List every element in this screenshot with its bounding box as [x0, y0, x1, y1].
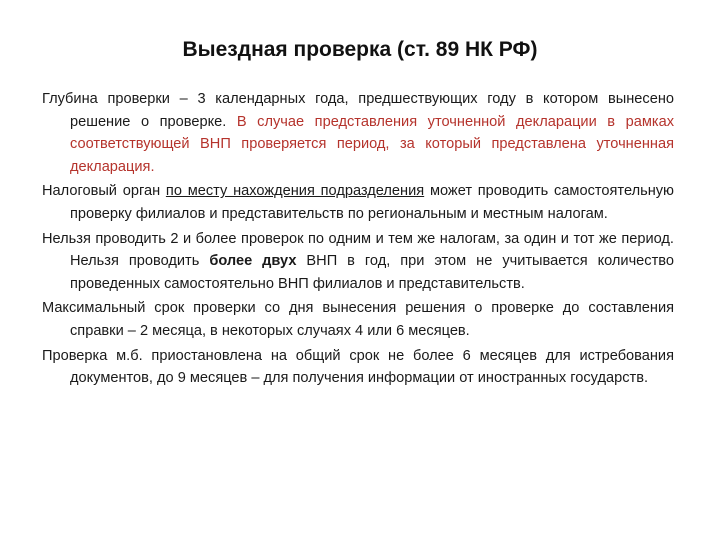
paragraph-branch-audit [42, 180, 674, 225]
paragraph-text: Максимальный срок проверки со дня вынесения решения о проверке до составления справки – 2 месяца, в некоторых случаях 4 или 6 месяцев. [42, 300, 674, 339]
slide-title: Выездная проверка (ст. 89 НК РФ) [182, 38, 538, 61]
paragraph-text: Налоговый орган [42, 183, 166, 200]
paragraph-audit-depth [42, 88, 674, 178]
red-highlight-text: В случае представления уточненной декларации в рамках соответствующей ВНП проверяется период, за который представлена уточненная декларация. [70, 113, 674, 175]
paragraph-text: может проводить самостоятельную проверку филиалов и представительств по региональным и местным налогам. [70, 183, 674, 222]
paragraph-audit-limits [42, 228, 674, 296]
paragraph-text: ВНП в год, при этом не учитывается количество проведенных самостоятельно ВНП филиалов и представительств. [70, 253, 674, 292]
paragraph-text: Нельзя проводить 2 и более проверок по одним и тем же налогам, за один и тот же период. Нельзя проводить [42, 230, 674, 270]
paragraph-text: Глубина проверки – 3 календарных года, предшествующих году в котором вынесено решение о проверке. [42, 91, 674, 130]
paragraph-suspension [42, 345, 674, 390]
bold-text: более двух [209, 253, 297, 270]
slide-body [42, 88, 674, 392]
paragraph-max-duration [42, 297, 674, 342]
paragraph-text: Проверка м.б. приостановлена на общий срок не более 6 месяцев для истребования документов, до 9 месяцев – для получения информации от иностранных государств. [42, 347, 674, 387]
underlined-text: по месту нахождения подразделения [165, 183, 425, 200]
